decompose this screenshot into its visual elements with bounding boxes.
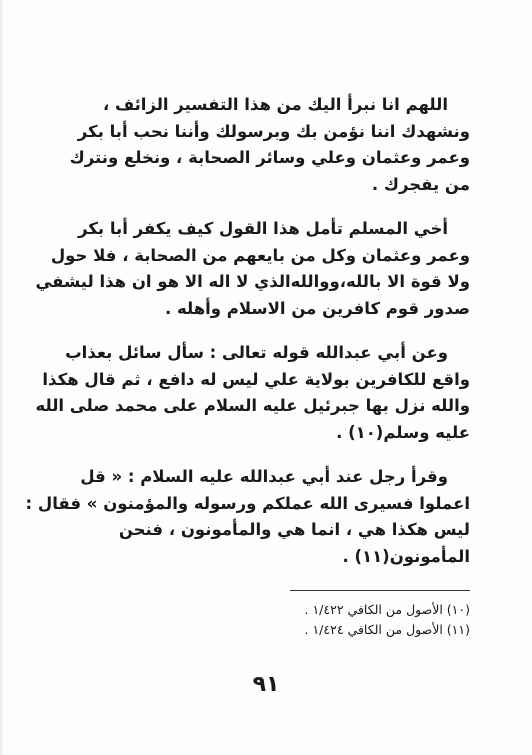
text-line: أخي المسلم تأمل هذا القول كيف يكفر أبا بكر: [78, 219, 448, 238]
text-line: ونشهدك اننا نؤمن بك وبرسولك وأننا نحب أبا بكر: [77, 121, 470, 141]
text-line: وقرأ رجل عند أبي عبدالله عليه السلام : « قل: [80, 467, 448, 486]
footnote-divider: [290, 590, 470, 591]
paragraph-2: [35, 216, 470, 322]
text-line: وعمر وعثمان وعلي وسائر الصحابة ، ونخلع ونترك: [69, 148, 470, 167]
page-edge-shadow: [0, 0, 4, 755]
text-line: ليس هكذا هي ، انما هي والمأمونون ، فنحن: [118, 520, 470, 539]
page-number: ٩١: [252, 672, 280, 697]
text-line: عليه وسلم(١٠) .: [336, 422, 470, 442]
text-line: صدور قوم كافرين من الاسلام وأهله .: [164, 298, 470, 318]
text-line: من يفجرك .: [371, 174, 470, 194]
paragraph-3: [35, 340, 470, 446]
text-line: المأمونون(١١) .: [342, 546, 470, 566]
text-line: وعمر وعثمان وكل من بايعهم من الصحابة ، فلا حول: [50, 245, 470, 265]
text-line: وعن أبي عبدالله قوله تعالى : سأل سائل بعذاب: [65, 343, 448, 362]
text-line: اعملوا فسيرى الله عملكم ورسوله والمؤمنون » فقال :: [25, 493, 470, 513]
paragraph-4: [25, 464, 470, 570]
footnote-11: (١١) الأصول من الكافي ١/٤٢٤ .: [304, 622, 470, 637]
footnote-10: (١٠) الأصول من الكافي ١/٤٢٢ .: [304, 602, 470, 617]
text-line: اللهم انا نبرأ اليك من هذا التفسير الزائف ،: [102, 95, 448, 114]
text-line: ولا قوة الا بالله،ووالله‌الذي لا اله الا هو ان هذا ليشفي: [35, 272, 470, 291]
text-line: واقع للكافرين بولاية علي ليس له دافع ، ثم قال هكذا: [42, 369, 470, 389]
main-text: [25, 92, 470, 570]
text-line: والله نزل بها جبرئيل عليه السلام على محمد صلى الله: [35, 396, 470, 415]
paragraph-1: [62, 92, 470, 198]
footnotes: [62, 600, 470, 640]
